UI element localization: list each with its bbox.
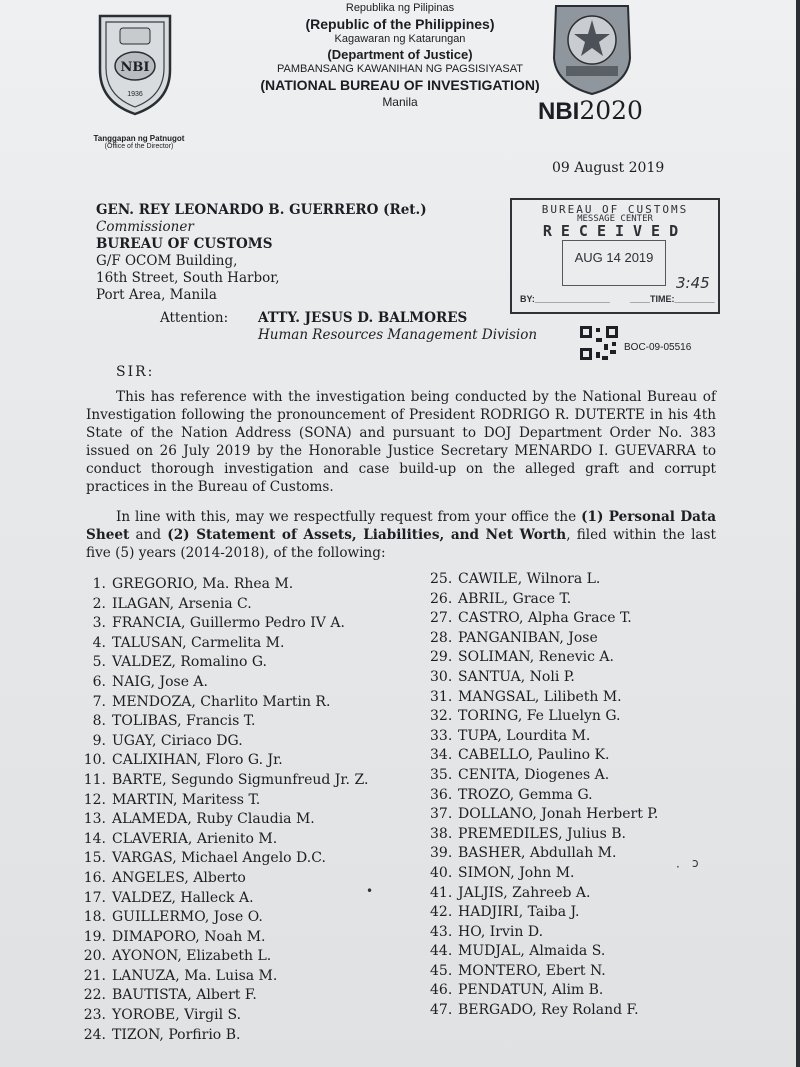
list-item-name: DOLLANO, Jonah Herbert P. [458, 806, 659, 823]
list-item-number: 35. [430, 766, 453, 783]
list-item [430, 727, 658, 747]
paragraph-request-and: and [135, 527, 162, 543]
list-item-name: GREGORIO, Ma. Rhea M. [112, 576, 294, 592]
list-item-number: 47. [430, 1002, 453, 1019]
stamp-center: MESSAGE CENTER [577, 214, 653, 224]
stamp-time-label: TIME: [650, 294, 675, 304]
stamp-date: AUG 14 2019 [574, 250, 654, 265]
list-item-number: 21. [83, 967, 106, 984]
list-item-name: MENDOZA, Charlito Martin R. [112, 693, 331, 710]
list-item-number: 1. [92, 576, 106, 592]
list-item [82, 595, 368, 615]
list-item-number: 16. [83, 869, 106, 886]
list-item-name: PANGANIBAN, Jose [458, 629, 598, 646]
paragraph-investigation-text: This has reference with the investigation being conducted by the National Bureau of Investigation following the pronouncement of President RODRIGO R. DUTERTE in his 4th State of the Nation Address (SONA) and pursuant to DOJ Department Order No. 383 issued on 26 July 2019 by the Honorable Justice Secretary MENARDO I. GUEVARRA to conduct thorough investigation and case build-up on the alleged graft and corrupt practices in the Bureau of Customs. [86, 389, 716, 495]
list-item [430, 590, 658, 610]
seal-year: 1936 [127, 91, 143, 98]
list-item-name: TUPA, Lourdita M. [458, 727, 591, 744]
list-item [82, 986, 368, 1006]
list-item-number: 39. [430, 845, 453, 862]
names-list-left [82, 575, 368, 1045]
list-item-name: VARGAS, Michael Angelo D.C. [112, 850, 326, 867]
list-item [430, 923, 658, 943]
list-item-name: ALAMEDA, Ruby Claudia M. [112, 811, 315, 828]
addressee-line2: 16th Street, South Harbor, [96, 270, 280, 286]
list-item [82, 830, 368, 850]
list-item-name: HADJIRI, Taiba J. [458, 904, 580, 921]
list-item-number: 10. [83, 752, 106, 769]
list-item-name: ABRIL, Grace T. [458, 590, 572, 607]
stamp-time: ____TIME:________ [630, 294, 715, 304]
list-item-name: AYONON, Elizabeth L. [112, 948, 272, 965]
list-item-name: FRANCIA, Guillermo Pedro IV A. [112, 615, 345, 632]
list-item-number: 34. [430, 747, 453, 764]
qr-code-icon [578, 324, 620, 362]
attention-name: ATTY. JESUS D. BALMORES [258, 310, 468, 326]
letterhead [250, 2, 550, 110]
list-item [82, 712, 368, 732]
list-item [430, 1001, 658, 1021]
list-item-number: 14. [83, 830, 106, 847]
list-item-name: HO, Irvin D. [458, 923, 544, 940]
list-item-number: 27. [430, 610, 453, 627]
list-item-number: 4. [92, 634, 106, 651]
list-item-name: CALIXIHAN, Floro G. Jr. [112, 752, 283, 769]
list-item-name: ILAGAN, Arsenia C. [112, 595, 252, 612]
stamp-handwritten-time: 3:45 [676, 274, 710, 292]
list-item-number: 29. [430, 649, 453, 666]
addressee-block [96, 202, 427, 304]
list-item-name: DIMAPORO, Noah M. [112, 928, 266, 945]
list-item [82, 869, 368, 889]
nbi-2020-logo [538, 96, 643, 126]
list-item-name: SOLIMAN, Renevic A. [458, 649, 614, 666]
list-item-name: YOROBE, Virgil S. [112, 1007, 242, 1024]
list-item [82, 693, 368, 713]
stamp-received: RECEIVED [542, 222, 688, 240]
list-item [82, 849, 368, 869]
list-item-number: 43. [430, 923, 453, 940]
letter-date: 09 August 2019 [552, 160, 665, 176]
list-item-number: 7. [92, 693, 106, 710]
list-item-number: 45. [430, 962, 453, 979]
nbi-seal-icon [92, 6, 178, 118]
list-item-name: CENITA, Diogenes A. [458, 766, 610, 783]
list-item [430, 844, 658, 864]
letterhead-republika: Republika ng Pilipinas [345, 2, 455, 14]
list-item [430, 942, 658, 962]
nbi-2020-logo-nbi: NBI [538, 98, 580, 125]
list-item [82, 810, 368, 830]
list-item-number: 9. [92, 732, 106, 749]
list-item-name: GUILLERMO, Jose O. [112, 909, 263, 926]
list-item-name: LANUZA, Ma. Luisa M. [112, 967, 278, 984]
attention-label: Attention: [160, 310, 229, 326]
pen-mark: ↄ [692, 856, 699, 870]
list-item [430, 962, 658, 982]
list-item-number: 18. [83, 909, 106, 926]
list-item-name: VALDEZ, Romalino G. [112, 654, 267, 671]
addressee-title: Commissioner [96, 219, 194, 235]
list-item-name: TALUSAN, Carmelita M. [112, 634, 285, 651]
list-item [82, 732, 368, 752]
list-item-name: ANGELES, Alberto [112, 869, 246, 886]
list-item-number: 44. [430, 943, 453, 960]
list-item [82, 928, 368, 948]
list-item [430, 981, 658, 1001]
pen-dot: · [676, 860, 680, 874]
list-item-name: CLAVERIA, Arienito M. [112, 830, 278, 847]
office-tag-english: (Office of the Director) [104, 143, 174, 150]
list-item-number: 26. [430, 590, 453, 607]
office-tag [84, 134, 194, 150]
stamp-by: BY:_______________ [520, 294, 610, 304]
list-item [430, 609, 658, 629]
letterhead-nbi: (NATIONAL BUREAU OF INVESTIGATION) [260, 77, 540, 93]
seal-label: NBI [120, 60, 150, 75]
list-item-name: MUDJAL, Almaida S. [458, 943, 606, 960]
list-item-name: TROZO, Gemma G. [458, 786, 593, 803]
list-item-number: 42. [430, 904, 453, 921]
list-item-name: VALDEZ, Halleck A. [112, 889, 254, 906]
list-item [82, 889, 368, 909]
nbi-2020-logo-year: 2020 [579, 96, 643, 125]
list-item [82, 634, 368, 654]
list-item-name: TIZON, Porfirio B. [112, 1026, 241, 1043]
list-item [430, 903, 658, 923]
list-item [82, 653, 368, 673]
list-item-number: 25. [430, 571, 453, 587]
list-item [430, 688, 658, 708]
list-item [430, 707, 658, 727]
list-item-number: 30. [430, 668, 453, 685]
list-item-number: 11. [83, 771, 106, 788]
list-item [82, 751, 368, 771]
pen-dot: • [366, 884, 374, 898]
letterhead-city: Manila [382, 94, 418, 109]
list-item-name: CASTRO, Alpha Grace T. [458, 610, 632, 627]
list-item-number: 19. [83, 928, 106, 945]
paragraph-request-saln: (2) Statement of Assets, Liabilities, and Net Worth [167, 527, 567, 543]
received-stamp [510, 198, 720, 314]
paragraph-request [86, 508, 716, 562]
list-item-name: TORING, Fe Lluelyn G. [458, 708, 621, 725]
list-item [430, 786, 658, 806]
attention-division: Human Resources Management Division [258, 327, 538, 343]
list-item-name: BAUTISTA, Albert F. [112, 987, 257, 1004]
list-item-number: 8. [92, 713, 106, 730]
list-item-number: 31. [430, 688, 453, 705]
list-item-name: BASHER, Abdullah M. [458, 845, 617, 862]
list-item-number: 46. [430, 982, 453, 999]
qr-reference-code: BOC-09-05516 [624, 342, 692, 353]
list-item [82, 967, 368, 987]
list-item-name: MARTIN, Maritess T. [112, 791, 261, 808]
list-item-number: 24. [83, 1026, 106, 1043]
list-item-number: 12. [83, 791, 106, 808]
list-item-number: 36. [430, 786, 453, 803]
list-item [430, 668, 658, 688]
list-item-number: 3. [92, 615, 106, 632]
list-item-name: UGAY, Ciriaco DG. [112, 732, 243, 749]
addressee-line3: Port Area, Manila [96, 287, 217, 303]
list-item-name: MANGSAL, Lilibeth M. [458, 688, 622, 705]
list-item [82, 908, 368, 928]
list-item [82, 673, 368, 693]
list-item-name: JALJIS, Zahreeb A. [458, 884, 591, 901]
list-item-number: 33. [430, 727, 453, 744]
list-item-number: 15. [83, 850, 106, 867]
list-item-number: 22. [83, 987, 106, 1004]
list-item-number: 23. [83, 1007, 106, 1024]
stamp-by-label: BY: [520, 294, 535, 304]
list-item [430, 766, 658, 786]
addressee-line1: G/F OCOM Building, [96, 253, 238, 269]
office-tag-tagalog: Tanggapan ng Patnugot [93, 134, 185, 143]
list-item [82, 791, 368, 811]
list-item [82, 1026, 368, 1046]
list-item-name: BERGADO, Rey Roland F. [458, 1002, 639, 1019]
list-item-number: 40. [430, 864, 453, 881]
paragraph-request-start: In line with this, may we respectfully request from your office the [116, 509, 577, 525]
list-item [82, 614, 368, 634]
names-list-right [430, 570, 658, 1021]
letterhead-republic: (Republic of the Philippines) [305, 15, 495, 32]
list-item-number: 20. [83, 948, 106, 965]
list-item-number: 13. [83, 811, 106, 828]
list-item-name: SANTUA, Noli P. [458, 668, 575, 685]
paragraph-request-pds: (1) Personal Data Sheet [86, 509, 716, 543]
list-item [82, 575, 368, 595]
list-item [82, 1006, 368, 1026]
attention-block [160, 310, 537, 344]
list-item-number: 37. [430, 806, 453, 823]
list-item-number: 38. [430, 825, 453, 842]
list-item-number: 32. [430, 708, 453, 725]
list-item-number: 5. [92, 654, 106, 671]
list-item [430, 746, 658, 766]
list-item-name: PREMEDILES, Julius B. [458, 825, 626, 842]
page-edge-shadow [796, 0, 800, 1067]
list-item [430, 629, 658, 649]
paragraph-investigation [86, 388, 716, 496]
list-item-name: MONTERO, Ebert N. [458, 962, 606, 979]
list-item-name: BARTE, Segundo Sigmunfreud Jr. Z. [112, 771, 369, 788]
letterhead-department: (Department of Justice) [327, 47, 473, 62]
list-item-name: PENDATUN, Alim B. [458, 982, 604, 999]
list-item-name: TOLIBAS, Francis T. [112, 713, 256, 730]
list-item-number: 6. [92, 673, 106, 690]
list-item [430, 648, 658, 668]
addressee-org: BUREAU OF CUSTOMS [96, 236, 273, 252]
addressee-name: GEN. REY LEONARDO B. GUERRERO (Ret.) [96, 202, 427, 218]
list-item-name: CABELLO, Paulino K. [458, 747, 610, 764]
stamp-bureau: BUREAU OF CUSTOMS [541, 203, 689, 216]
nbi-badge-icon [546, 0, 638, 96]
list-item-number: 28. [430, 629, 453, 646]
list-item [82, 947, 368, 967]
list-item [430, 570, 658, 590]
letterhead-kagawaran: Kagawaran ng Katarungan [334, 33, 466, 46]
list-item [430, 805, 658, 825]
letterhead-pambansang: PAMBANSANG KAWANIHAN NG PAGSISIYASAT [277, 63, 523, 76]
list-item-number: 2. [92, 595, 106, 612]
list-item [430, 884, 658, 904]
list-item-name: SIMON, John M. [458, 864, 575, 881]
salutation: SIR: [116, 364, 155, 380]
list-item-number: 41. [430, 884, 453, 901]
list-item-name: CAWILE, Wilnora L. [458, 571, 601, 587]
list-item-number: 17. [83, 889, 106, 906]
list-item [430, 864, 658, 884]
paragraph-request-end: , filed within the last five (5) years (2014-2018), of the following: [86, 527, 716, 561]
list-item [430, 825, 658, 845]
list-item [82, 771, 368, 791]
list-item-name: NAIG, Jose A. [112, 673, 208, 690]
